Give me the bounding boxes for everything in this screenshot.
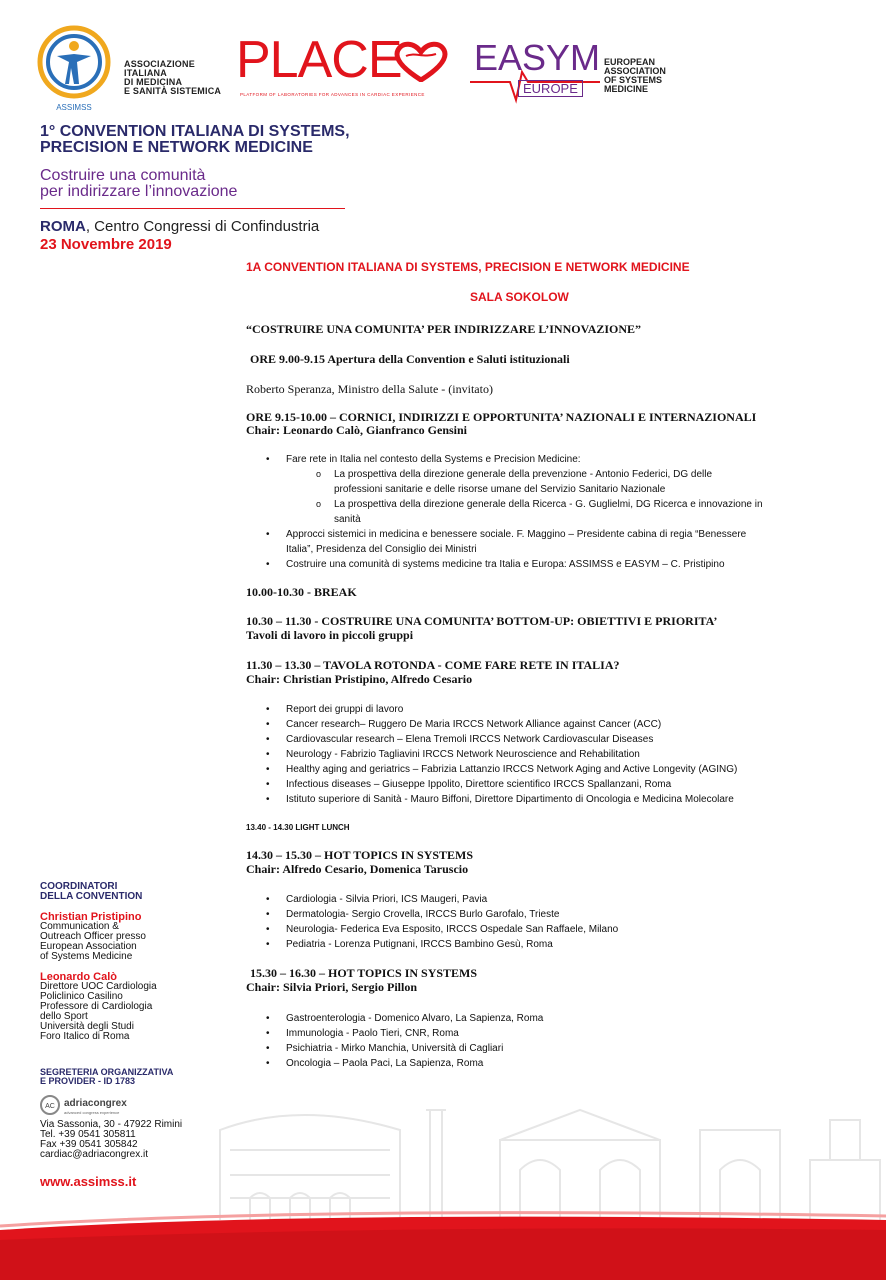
hot-topics-2-list [246,1011,543,1071]
convention-subtitle: Costruire una comunità per indirizzare l’innovazione [40,167,238,200]
list-item: • Cardiologia - Silvia Priori, ICS Maugeri, Pavia [286,892,618,907]
website-link[interactable]: www.assimss.it [40,1174,137,1189]
event-date: 23 Novembre 2019 [40,236,172,253]
opening-speaker: Roberto Speranza, Ministro della Salute - (invitato) [246,382,493,396]
list-item: • Istituto superiore di Sanità - Mauro Biffoni, Direttore Dipartimento di Oncologia e Medicina Molecolare [286,792,737,807]
session-frames-list [246,452,763,572]
svg-text:advanced congress experience: advanced congress experience [64,1110,120,1115]
list-item: • Cancer research– Ruggero De Maria IRCCS Network Alliance against Cancer (ACC) [286,717,737,732]
convention-title: 1° CONVENTION ITALIANA DI SYSTEMS, PRECISION E NETWORK MEDICINE [40,123,350,156]
session-frames-chair: Chair: Leonardo Calò, Gianfranco Gensini [246,423,468,437]
list-item: • Pediatria - Lorenza Putignani, IRCCS Bambino Gesù, Roma [286,937,618,952]
list-item: • Cardiovascular research – Elena Tremoli IRCCS Network Cardiovascular Diseases [286,732,737,747]
session-hot-topics-1-chair: Chair: Alfredo Cesario, Domenica Taruscio [246,862,469,876]
session-round-table-chair: Chair: Christian Pristipino, Alfredo Cesario [246,672,473,686]
list-item: • Oncologia – Paola Paci, La Sapienza, Roma [286,1056,543,1071]
list-item: o La prospettiva della direzione generale della Ricerca - G. Guglielmi, DG Ricerca e innovazione in sanità [334,497,763,527]
place-subtitle: PLATFORM OF LABORATORIES FOR ADVANCES IN CARDIAC EXPERIENCE [240,92,425,97]
venue-line: ROMA, Centro Congressi di Confindustria [40,218,320,235]
easym-europe-label: EUROPE [518,80,583,97]
session-hot-topics-1: 14.30 – 15.30 – HOT TOPICS IN SYSTEMS [246,848,474,862]
assimss-logo-icon [35,22,113,114]
place-logo-text: PLACE [236,31,402,89]
eur-assoc-name: EUROPEAN ASSOCIATION OF SYSTEMS MEDICINE [604,57,666,94]
session-bottom-up-sub: Tavoli di lavoro in piccoli gruppi [246,628,414,642]
session-bottom-up: 10.30 – 11.30 - COSTRUIRE UNA COMUNITA’ BOTTOM-UP: OBIETTIVI E PRIORITA’ [246,614,718,628]
room-name: SALA SOKOLOW [470,290,569,304]
heart-icon [392,40,450,82]
header-divider [40,208,345,209]
list-item: • Neurology - Fabrizio Tagliavini IRCCS Network Neuroscience and Rehabilitation [286,747,737,762]
svg-text:adriacongrex: adriacongrex [64,1098,127,1109]
program-title: 1A CONVENTION ITALIANA DI SYSTEMS, PRECISION E NETWORK MEDICINE [246,260,690,274]
session-frames: ORE 9.15-10.00 – CORNICI, INDIRIZZI E OPPORTUNITA’ NAZIONALI E INTERNAZIONALI [246,410,757,424]
list-item: • Neurologia- Federica Eva Esposito, IRCCS Ospedale San Raffaele, Milano [286,922,618,937]
list-item: • Approcci sistemici in medicina e benessere sociale. F. Maggino – Presidente cabina di regia “Benessere Italia”, Presidenza del Consiglio dei Ministri [286,527,763,557]
svg-text:AC: AC [45,1103,55,1110]
list-item: • Healthy aging and geriatrics – Fabrizia Lattanzio IRCCS Network Aging and Active Longevity (AGING) [286,762,737,777]
list-item: • Psichiatria - Mirko Manchia, Università di Cagliari [286,1041,543,1056]
rome-skyline-icon [180,1070,886,1220]
session-round-table: 11.30 – 13.30 – TAVOLA ROTONDA - COME FARE RETE IN ITALIA? [246,658,620,672]
assimss-label: ASSIMSS [56,103,92,112]
red-wave-icon [0,1200,886,1280]
list-item: • Immunologia - Paolo Tieri, CNR, Roma [286,1026,543,1041]
list-item: • Costruire una comunità di systems medicine tra Italia e Europa: ASSIMSS e EASYM – C. Pristipino [286,557,763,572]
break: 10.00-10.30 - BREAK [246,585,357,599]
easym-logo-text: EASYM [474,37,601,78]
list-item: • Infectious diseases – Giuseppe Ippolito, Direttore scientifico IRCCS Spallanzani, Roma [286,777,737,792]
adriacongrex-logo-icon [40,1094,160,1116]
coordinators-block: COORDINATORI DELLA CONVENTION Christian Pristipino Communication & Outreach Officer presso European Association of Systems Medicine Leonardo Calò Direttore UOC Cardiologia Policlinico Casilino Professore di Cardiologia dello Sport Università degli Studi Foro Italico di Roma [40,881,157,1042]
hot-topics-1-list [246,892,618,952]
contact-block: Via Sassonia, 30 - 47922 Rimini Tel. +39 0541 305811 Fax +39 0541 305842 cardiac@adriacongrex.it [40,1119,183,1160]
list-item: o La prospettiva della direzione generale della prevenzione - Antonio Federici, DG delle professioni sanitarie e delle risorse umane del Servizio Sanitario Nazionale [334,467,763,497]
secretariat-block: SEGRETERIA ORGANIZZATIVA E PROVIDER - ID 1783 [40,1067,174,1086]
list-item: • Report dei gruppi di lavoro [286,702,737,717]
session-hot-topics-2-chair: Chair: Silvia Priori, Sergio Pillon [246,980,417,994]
list-item: • Dermatologia- Sergio Crovella, IRCCS Burlo Garofalo, Trieste [286,907,618,922]
session-opening: ORE 9.00-9.15 Apertura della Convention e Saluti istituzionali [250,352,570,366]
lunch: 13.40 - 14.30 LIGHT LUNCH [246,823,350,832]
program-motto: “COSTRUIRE UNA COMUNITA’ PER INDIRIZZARE L’INNOVAZIONE” [246,322,642,336]
list-item: • Fare rete in Italia nel contesto della Systems e Precision Medicine: o La prospettiva della direzione generale della prevenzione - Antonio Federici, DG delle professioni sanitarie e delle risorse umane del Servizio Sanitario Nazionale o La prospettiva della direzione generale della Ricerca - G. Guglielmi, DG Ricerca e innovazione in sanità [286,452,763,527]
round-table-list [246,702,737,807]
assoc-name: ASSOCIAZIONE ITALIANA DI MEDICINA E SANITÀ SISTEMICA [124,59,222,96]
session-hot-topics-2: 15.30 – 16.30 – HOT TOPICS IN SYSTEMS [250,966,478,980]
list-item: • Gastroenterologia - Domenico Alvaro, La Sapienza, Roma [286,1011,543,1026]
